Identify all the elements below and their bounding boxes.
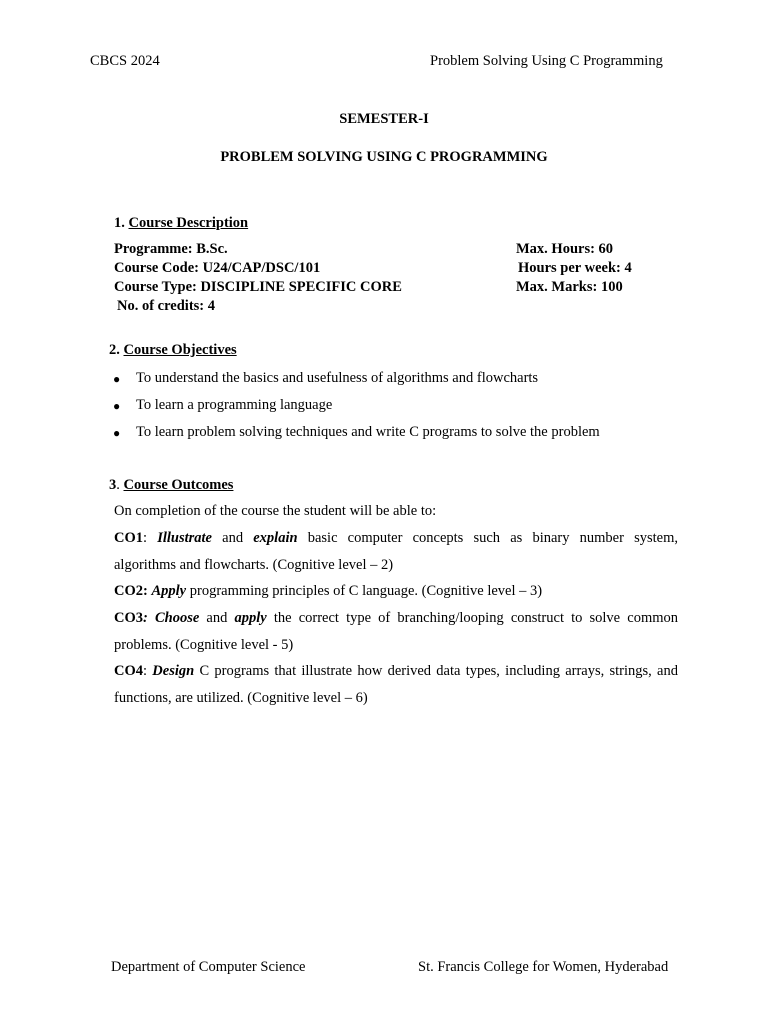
outcome-co2	[114, 578, 678, 605]
course-type: Course Type: DISCIPLINE SPECIFIC CORE	[114, 279, 402, 295]
section-1-heading	[114, 215, 248, 232]
co3-line2: problems. (Cognitive level - 5)	[114, 636, 294, 653]
co3-and: and	[199, 610, 235, 626]
co4-label: CO4	[114, 663, 143, 679]
outcomes-intro: On completion of the course the student will be able to:	[114, 503, 437, 519]
credits: No. of credits: 4	[117, 298, 215, 314]
section-2-number: 2.	[109, 342, 124, 358]
course-title: PROBLEM SOLVING USING C PROGRAMMING	[220, 149, 548, 165]
course-code: Course Code: U24/CAP/DSC/101	[114, 260, 321, 276]
co1-verb-explain: explain	[253, 530, 298, 546]
co3-verb-choose: Choose	[154, 610, 200, 626]
semester-title: SEMESTER-I	[339, 111, 429, 127]
hours-per-week: Hours per week: 4	[518, 260, 632, 276]
co2-line1	[114, 578, 678, 605]
co1-and: and	[211, 530, 254, 546]
co4-verb-design: Design	[152, 663, 195, 679]
section-2-title: Course Objectives	[123, 342, 237, 358]
max-marks: Max. Marks: 100	[516, 279, 623, 295]
outcome-co1	[114, 525, 678, 578]
header-left: CBCS 2024	[90, 53, 160, 69]
co4-line2: functions, are utilized. (Cognitive level – 6)	[114, 689, 368, 706]
outcome-co3	[114, 605, 678, 658]
bullet-icon: ●	[113, 372, 121, 386]
objective-item: To understand the basics and usefulness of algorithms and flowcharts	[136, 370, 539, 386]
objective-item: To learn problem solving techniques and write C programs to solve the problem	[136, 424, 600, 440]
outcome-co4	[114, 658, 678, 711]
co3-sep: :	[143, 610, 155, 626]
co4-sep: :	[143, 663, 153, 679]
section-3-dot: .	[116, 477, 124, 493]
co4-line1-rest: C programs that illustrate how derived data types, including arrays, strings, and	[194, 663, 678, 679]
section-1-title: Course Description	[128, 215, 249, 231]
co1-line1-rest: basic computer concepts such as binary number system,	[297, 530, 678, 546]
objective-item: To learn a programming language	[136, 397, 333, 413]
max-hours: Max. Hours: 60	[516, 241, 614, 257]
programme: Programme: B.Sc.	[114, 241, 228, 257]
footer-right: St. Francis College for Women, Hyderabad	[418, 959, 669, 975]
co1-verb-illustrate: Illustrate	[157, 530, 212, 546]
section-2-heading	[109, 342, 237, 359]
footer-left: Department of Computer Science	[111, 959, 306, 975]
co1-sep: :	[143, 530, 158, 546]
co1-label: CO1	[114, 530, 143, 546]
co3-line1-rest: the correct type of branching/looping construct to solve common	[266, 610, 678, 626]
co2-label: CO2:	[114, 583, 148, 599]
co3-label: CO3	[114, 610, 143, 626]
co2-verb-apply: Apply	[151, 583, 187, 599]
section-3-title: Course Outcomes	[123, 477, 234, 493]
co1-line1	[114, 525, 678, 552]
header-right: Problem Solving Using C Programming	[430, 53, 663, 69]
co3-verb-apply: apply	[234, 610, 267, 626]
co4-line1	[114, 658, 678, 685]
section-1-number: 1.	[114, 215, 129, 231]
bullet-icon: ●	[113, 426, 121, 440]
section-3-number: 3	[109, 477, 117, 493]
section-3-heading	[109, 477, 233, 494]
co2-rest: programming principles of C language. (Cognitive level – 3)	[186, 583, 543, 599]
bullet-icon: ●	[113, 399, 121, 413]
co3-line1	[114, 605, 678, 632]
co1-line2: algorithms and flowcharts. (Cognitive level – 2)	[114, 556, 394, 573]
